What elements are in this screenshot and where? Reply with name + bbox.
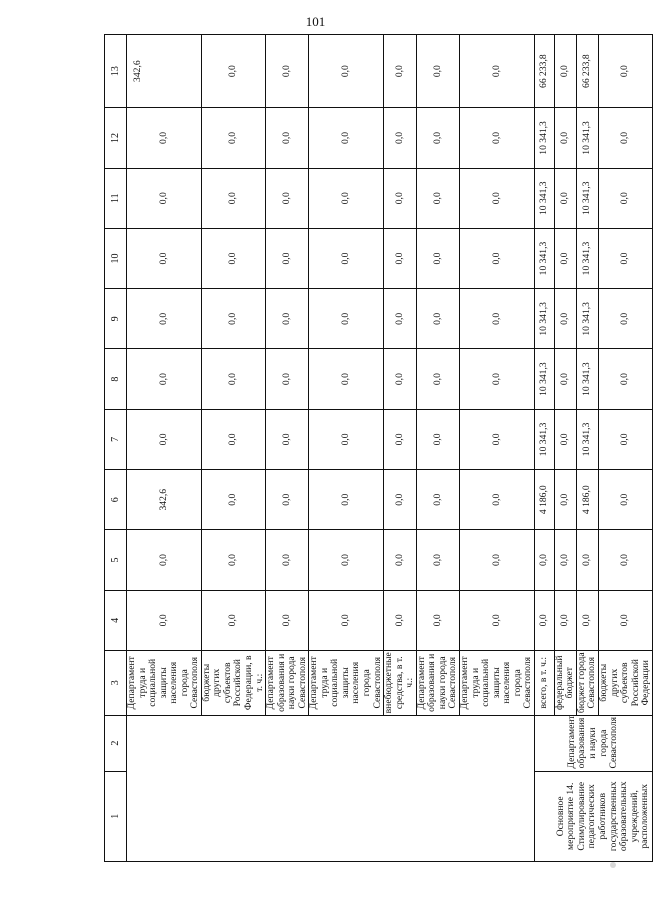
value-cell-col7: 10 341,3 [534, 409, 554, 469]
value-cell-col8: 0,0 [459, 349, 534, 409]
value-cell-col11: 0,0 [416, 168, 459, 228]
value-cell-col10: 10 341,3 [534, 228, 554, 288]
value-cell-col6: 4 186,0 [534, 470, 554, 530]
value-cell-col4: 0,0 [534, 590, 554, 650]
value-cell-col13: 0,0 [416, 35, 459, 108]
value-cell-col9: 0,0 [201, 289, 265, 349]
value-cell-col10: 0,0 [554, 228, 576, 288]
value-cell-col5: 0,0 [127, 530, 202, 590]
column-header-10: 10 [105, 228, 127, 288]
executor-cell: Департамент образования и науки города Севастополя [534, 715, 652, 771]
value-cell-col4: 0,0 [416, 590, 459, 650]
funding-source-cell: Департамент труда и социальной защиты населения города Севастополя [459, 650, 534, 715]
column-header-2: 2 [105, 715, 127, 771]
value-cell-col8: 0,0 [309, 349, 384, 409]
value-cell-col8: 0,0 [598, 349, 652, 409]
value-cell-col10: 0,0 [598, 228, 652, 288]
value-cell-col8: 0,0 [416, 349, 459, 409]
value-cell-col11: 0,0 [459, 168, 534, 228]
value-cell-col7: 0,0 [459, 409, 534, 469]
value-cell-col11: 0,0 [127, 168, 202, 228]
value-cell-col6: 0,0 [459, 470, 534, 530]
value-cell-col4: 0,0 [576, 590, 598, 650]
value-cell-col12: 0,0 [554, 108, 576, 168]
empty-cell [127, 715, 535, 861]
value-cell-col5: 0,0 [266, 530, 309, 590]
value-cell-col11: 0,0 [266, 168, 309, 228]
column-header-7: 7 [105, 409, 127, 469]
value-cell-col10: 0,0 [201, 228, 265, 288]
value-cell-col12: 0,0 [201, 108, 265, 168]
value-cell-col11: 0,0 [554, 168, 576, 228]
value-cell-col8: 10 341,3 [534, 349, 554, 409]
value-cell-col13: 66 233,8 [576, 35, 598, 108]
value-cell-col12: 10 341,3 [534, 108, 554, 168]
value-cell-col10: 0,0 [266, 228, 309, 288]
value-cell-col6: 0,0 [598, 470, 652, 530]
funding-source-cell: всего, в т. ч.: [534, 650, 554, 715]
value-cell-col9: 0,0 [127, 289, 202, 349]
funding-source-cell: внебюджетные средства, в т. ч.: [383, 652, 416, 714]
column-header-3: 3 [105, 650, 127, 715]
value-cell-col5: 0,0 [554, 530, 576, 590]
value-cell-col13: 0,0 [266, 35, 309, 108]
value-cell-col4: 0,0 [459, 590, 534, 650]
value-cell-col6: 0,0 [554, 470, 576, 530]
value-cell-col11: 0,0 [201, 168, 265, 228]
funding-source-cell: Департамент труда и социальной защиты населения города Севастополя [309, 650, 384, 715]
value-cell-col6: 4 186,0 [576, 470, 598, 530]
value-cell-col9: 0,0 [416, 289, 459, 349]
value-cell-col12: 0,0 [459, 108, 534, 168]
value-cell-col7: 10 341,3 [576, 409, 598, 469]
value-cell-col10: 0,0 [416, 228, 459, 288]
value-cell-col4: 0,0 [309, 590, 384, 650]
column-header-1: 1 [105, 771, 127, 861]
value-cell-col10: 0,0 [309, 228, 384, 288]
value-cell-col12: 0,0 [384, 108, 417, 168]
column-header-5: 5 [105, 530, 127, 590]
column-header-12: 12 [105, 108, 127, 168]
value-cell-col13: 342,6 [127, 35, 202, 108]
value-cell-col12: 0,0 [416, 108, 459, 168]
value-cell-col12: 0,0 [127, 108, 202, 168]
value-cell-col7: 0,0 [598, 409, 652, 469]
column-header-9: 9 [105, 289, 127, 349]
value-cell-col7: 0,0 [309, 409, 384, 469]
funding-source-cell: Департамент труда и социальной защиты населения города Севастополя [127, 650, 202, 715]
rotated-table-wrapper [104, 34, 652, 862]
value-cell-col10: 10 341,3 [576, 228, 598, 288]
value-cell-col4: 0,0 [598, 590, 652, 650]
value-cell-col12: 0,0 [598, 108, 652, 168]
funding-source-cell: бюджеты других субъектов Российской Федерации, в т. ч.: [201, 650, 265, 715]
value-cell-col13: 0,0 [384, 35, 417, 108]
funding-source-cell: Департамент образования и науки города Севастополя [416, 650, 459, 715]
value-cell-col11: 10 341,3 [576, 168, 598, 228]
value-cell-col6: 0,0 [309, 470, 384, 530]
activity-name-cell: Основное мероприятие 14. Стимулирование педагогических работников государственных образовательных учреждений, расположенных [534, 771, 652, 861]
funding-source-cell: федеральный бюджет [554, 650, 576, 715]
funding-source-cell: бюджеты других субъектов Российской Федерации [598, 650, 652, 715]
value-cell-col12: 0,0 [309, 108, 384, 168]
value-cell-col10: 0,0 [459, 228, 534, 288]
value-cell-col5: 0,0 [201, 530, 265, 590]
value-cell-col8: 0,0 [127, 349, 202, 409]
value-cell-col12: 0,0 [266, 108, 309, 168]
value-cell-col4: 0,0 [266, 590, 309, 650]
value-cell-col9: 0,0 [266, 289, 309, 349]
value-cell-col5: 0,0 [534, 530, 554, 590]
value-cell-col4: 0,0 [127, 590, 202, 650]
value-cell-col5: 0,0 [598, 530, 652, 590]
value-cell-col9: 0,0 [384, 289, 417, 349]
value-cell-col6: 0,0 [416, 470, 459, 530]
header-row [105, 35, 127, 862]
column-header-13: 13 [105, 35, 127, 108]
value-cell-col5: 0,0 [416, 530, 459, 590]
value-cell-col7: 0,0 [127, 409, 202, 469]
column-header-8: 8 [105, 349, 127, 409]
value-cell-col4: 0,0 [554, 590, 576, 650]
value-cell-col12: 10 341,3 [576, 108, 598, 168]
value-cell-col13: 0,0 [554, 35, 576, 108]
value-cell-col6: 0,0 [201, 470, 265, 530]
value-cell-col11: 0,0 [384, 168, 417, 228]
value-cell-col8: 0,0 [554, 349, 576, 409]
budget-table [104, 34, 653, 862]
value-cell-col13: 66 233,8 [534, 35, 554, 108]
value-cell-col9: 0,0 [554, 289, 576, 349]
value-cell-col6: 342,6 [127, 470, 202, 530]
column-header-4: 4 [105, 590, 127, 650]
column-header-11: 11 [105, 168, 127, 228]
scan-mark [610, 862, 616, 868]
value-cell-col5: 0,0 [459, 530, 534, 590]
value-cell-col6: 0,0 [384, 470, 417, 530]
value-cell-col6: 0,0 [266, 470, 309, 530]
value-cell-col8: 0,0 [201, 349, 265, 409]
value-cell-col11: 0,0 [309, 168, 384, 228]
value-cell-col4: 0,0 [201, 590, 265, 650]
value-cell-col7: 0,0 [201, 409, 265, 469]
value-cell-col13: 0,0 [309, 35, 384, 108]
value-cell-col9: 10 341,3 [576, 289, 598, 349]
column-header-6: 6 [105, 470, 127, 530]
table-row [127, 35, 202, 862]
table-row [534, 35, 554, 862]
value-cell-col9: 10 341,3 [534, 289, 554, 349]
value-cell-col11: 10 341,3 [534, 168, 554, 228]
funding-source-cell: бюджет города Севастополя [575, 652, 598, 714]
page-number: 101 [305, 14, 326, 29]
value-cell-col7: 0,0 [554, 409, 576, 469]
value-cell-col9: 0,0 [459, 289, 534, 349]
value-cell-col7: 0,0 [384, 409, 417, 469]
value-cell-col5: 0,0 [384, 530, 417, 590]
value-cell-col5: 0,0 [576, 530, 598, 590]
value-cell-col7: 0,0 [266, 409, 309, 469]
value-cell-col11: 0,0 [598, 168, 652, 228]
value-cell-col9: 0,0 [598, 289, 652, 349]
value-cell-col8: 10 341,3 [576, 349, 598, 409]
value-cell-col9: 0,0 [309, 289, 384, 349]
value-cell-col7: 0,0 [416, 409, 459, 469]
value-cell-col4: 0,0 [384, 590, 417, 650]
value-cell-col13: 0,0 [598, 35, 652, 108]
value-cell-col10: 0,0 [127, 228, 202, 288]
value-cell-col10: 0,0 [384, 228, 417, 288]
value-cell-col5: 0,0 [309, 530, 384, 590]
value-cell-col8: 0,0 [384, 349, 417, 409]
funding-source-cell: Департамент образования и науки города Севастополя [266, 650, 309, 715]
value-cell-col13: 0,0 [459, 35, 534, 108]
value-cell-col13: 0,0 [201, 35, 265, 108]
value-cell-col8: 0,0 [266, 349, 309, 409]
